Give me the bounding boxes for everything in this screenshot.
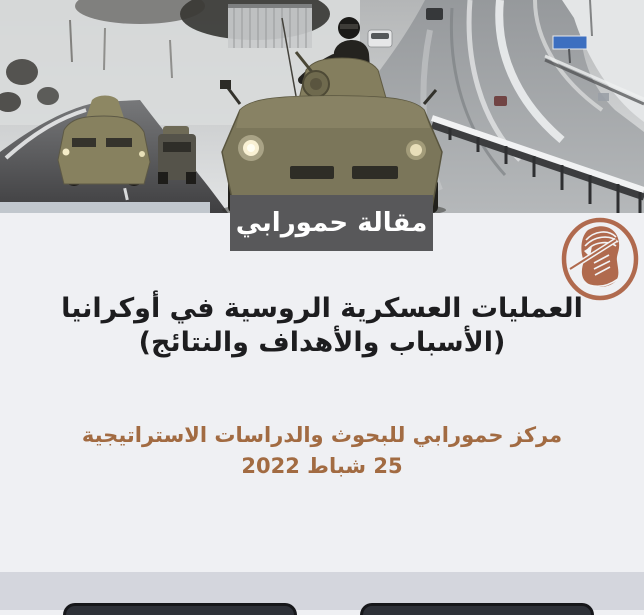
hammurabi-center-emblem xyxy=(558,216,642,302)
byline xyxy=(0,420,644,482)
title-line-2: (الأسباب والأهداف والنتائج) xyxy=(138,327,506,358)
publication-date: 25 شباط 2022 xyxy=(241,454,403,478)
noise-barrier-fence xyxy=(228,4,312,48)
convoy-photo-illustration xyxy=(0,0,644,213)
title-line-1: العمليات العسكرية الروسية في أوكرانيا xyxy=(61,293,583,324)
hammurabi-profile-icon xyxy=(558,216,642,302)
escort-vehicle xyxy=(158,126,196,184)
article-type-badge xyxy=(230,195,433,251)
badge-label: مقالة حمورابي xyxy=(235,208,428,238)
partial-button-right[interactable] xyxy=(360,603,594,615)
hero-photo xyxy=(0,0,644,213)
partial-button-left[interactable] xyxy=(63,603,297,615)
article-title xyxy=(0,292,644,360)
organization-name: مركز حمورابي للبحوث والدراسات الاستراتيجية xyxy=(81,423,563,447)
